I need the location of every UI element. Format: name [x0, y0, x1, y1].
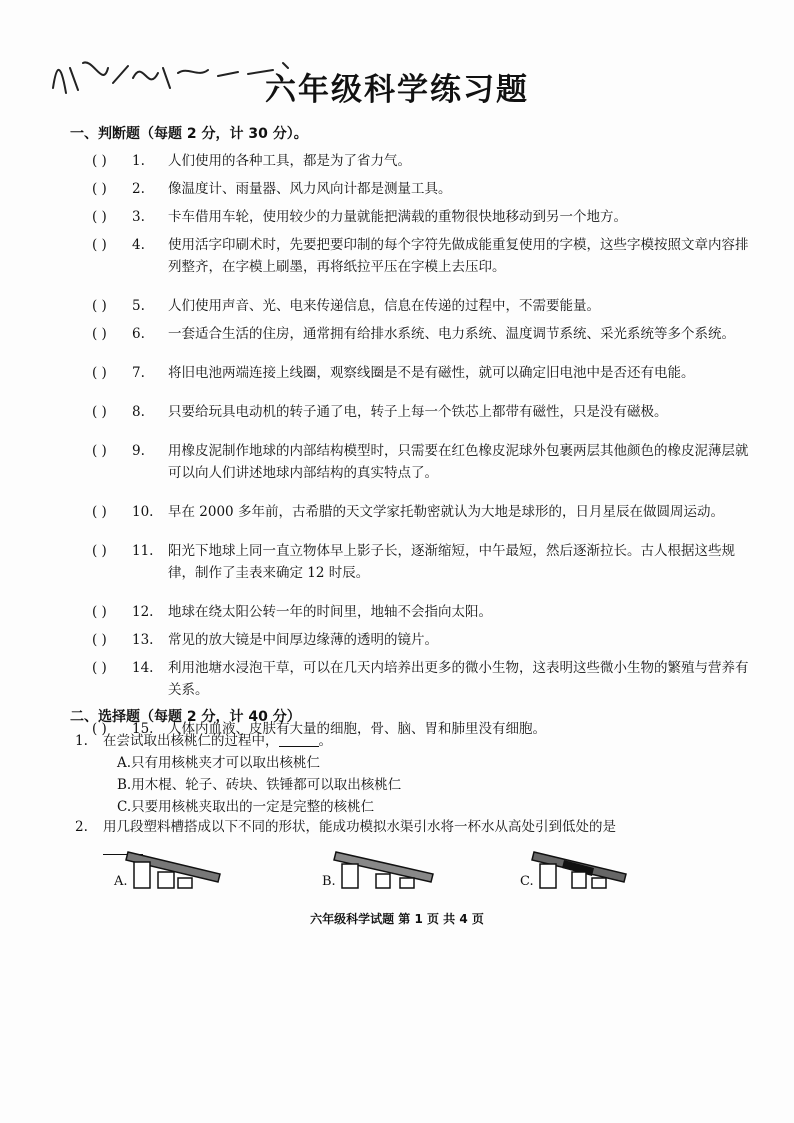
item-text: 阳光下地球上同一直立物体早上影子长，逐渐缩短，中午最短，然后逐渐拉长。古人根据这些规律，制作了圭表来确定 12 时辰。 [168, 543, 735, 581]
item-text: 使用活字印刷术时，先要把要印制的每个字符先做成能重复使用的字模，这些字模按照文章内容排列整齐，在字模上刷墨，再将纸拉平压在字模上去压印。 [168, 237, 749, 275]
tf-item [92, 362, 752, 384]
item-number: 14. [132, 660, 154, 676]
answer-parentheses[interactable]: ( ) [92, 153, 107, 169]
item-number: 4. [132, 237, 145, 253]
answer-parentheses[interactable]: ( ) [92, 181, 107, 197]
question-stem: 用几段塑料槽搭成以下不同的形状，能成功模拟水渠引水将一杯水从高处引到低处的是 [103, 819, 616, 835]
answer-parentheses[interactable]: ( ) [92, 298, 107, 314]
answer-parentheses[interactable]: ( ) [92, 543, 107, 559]
answer-parentheses[interactable]: ( ) [92, 365, 107, 381]
item-text: 地球在绕太阳公转一年的时间里，地轴不会指向太阳。 [168, 604, 492, 620]
answer-parentheses[interactable]: ( ) [92, 209, 107, 225]
section-2-heading: 二、选择题（每题 2 分，计 40 分） [70, 709, 301, 725]
tf-item [92, 323, 752, 345]
item-text: 常见的放大镜是中间厚边缘薄的透明的镜片。 [168, 632, 438, 648]
option-a-label: A. [114, 874, 128, 889]
tf-item [92, 401, 752, 423]
tf-item [92, 501, 752, 523]
answer-parentheses[interactable]: ( ) [92, 404, 107, 420]
option-c-label: C. [520, 874, 534, 889]
tf-item [92, 150, 752, 172]
item-text: 利用池塘水浸泡干草，可以在几天内培养出更多的微小生物，这表明这些微小生物的繁殖与营养有关系。 [168, 660, 749, 698]
item-text: 只要给玩具电动机的转子通了电，转子上每一个铁芯上都带有磁性，只是没有磁极。 [168, 404, 668, 420]
trough-diagram-b [308, 838, 438, 898]
item-text: 人体内血液、皮肤有大量的细胞，骨、脑、胃和肺里没有细胞。 [168, 721, 546, 737]
tf-item [92, 234, 752, 278]
question-stem: 在尝试取出核桃仁的过程中， [103, 733, 279, 749]
tf-item [92, 206, 752, 228]
item-number: 13. [132, 632, 154, 648]
page-title: 六年级科学练习题 [265, 72, 529, 108]
answer-parentheses[interactable]: ( ) [92, 721, 107, 737]
item-number: 6. [132, 326, 145, 342]
item-text: 人们使用声音、光、电来传递信息，信息在传递的过程中，不需要能量。 [168, 298, 600, 314]
item-text: 早在 2000 多年前，古希腊的天文学家托勒密就认为大地是球形的，日月星辰在做圆周运动。 [168, 504, 724, 520]
answer-parentheses[interactable]: ( ) [92, 237, 107, 253]
section-1-heading: 一、判断题（每题 2 分，计 30 分）。 [70, 126, 308, 142]
answer-parentheses[interactable]: ( ) [92, 632, 107, 648]
option-a: A.只有用核桃夹才可以取出核桃仁 [117, 755, 321, 771]
answer-parentheses[interactable]: ( ) [92, 504, 107, 520]
item-number: 15. [132, 721, 154, 737]
true-false-list [92, 150, 752, 740]
page-footer: 六年级科学试题 第 1 页 共 4 页 [310, 912, 484, 926]
item-text: 像温度计、雨量器、风力风向计都是测量工具。 [168, 181, 452, 197]
answer-blank[interactable] [279, 732, 319, 747]
option-c: C.只要用核桃夹取出的一定是完整的核桃仁 [117, 799, 375, 815]
trough-diagram-a [100, 838, 230, 898]
answer-parentheses[interactable]: ( ) [92, 660, 107, 676]
item-number: 10. [132, 504, 154, 520]
item-number: 2. [132, 181, 145, 197]
question-number: 2. [75, 819, 88, 835]
item-text: 用橡皮泥制作地球的内部结构模型时，只需要在红色橡皮泥球外包裹两层其他颜色的橡皮泥薄层就可以向人们讲述地球内部结构的真实特点了。 [168, 443, 749, 481]
tf-item [92, 657, 752, 701]
item-number: 1. [132, 153, 145, 169]
trough-diagram-c [514, 838, 644, 898]
answer-parentheses[interactable]: ( ) [92, 326, 107, 342]
tf-item [92, 295, 752, 317]
item-number: 11. [132, 543, 154, 559]
question-1: 1. 在尝试取出核桃仁的过程中， 。 A.只有用核桃夹才可以取出核桃仁 B.用木棍、轮子、砖块、铁锤都可以取出核桃仁 C.只要用核桃夹取出的一定是完整的核桃仁 [75, 730, 755, 818]
item-number: 5. [132, 298, 145, 314]
tf-item [92, 178, 752, 200]
question-number: 1. [75, 733, 88, 749]
item-number: 9. [132, 443, 145, 459]
tf-item [92, 629, 752, 651]
item-number: 7. [132, 365, 145, 381]
item-number: 12. [132, 604, 154, 620]
answer-parentheses[interactable]: ( ) [92, 443, 107, 459]
tf-item [92, 440, 752, 484]
item-text: 卡车借用车轮，使用较少的力量就能把满载的重物很快地移动到另一个地方。 [168, 209, 627, 225]
item-number: 8. [132, 404, 145, 420]
item-text: 人们使用的各种工具，都是为了省力气。 [168, 153, 411, 169]
option-b-label: B. [322, 874, 336, 889]
option-b: B.用木棍、轮子、砖块、铁锤都可以取出核桃仁 [117, 777, 402, 793]
item-text: 一套适合生活的住房，通常拥有给排水系统、电力系统、温度调节系统、采光系统等多个系统。 [168, 326, 735, 342]
item-text: 将旧电池两端连接上线圈，观察线圈是不是有磁性，就可以确定旧电池中是否还有电能。 [168, 365, 695, 381]
tf-item [92, 601, 752, 623]
answer-parentheses[interactable]: ( ) [92, 604, 107, 620]
item-number: 3. [132, 209, 145, 225]
tf-item [92, 540, 752, 584]
